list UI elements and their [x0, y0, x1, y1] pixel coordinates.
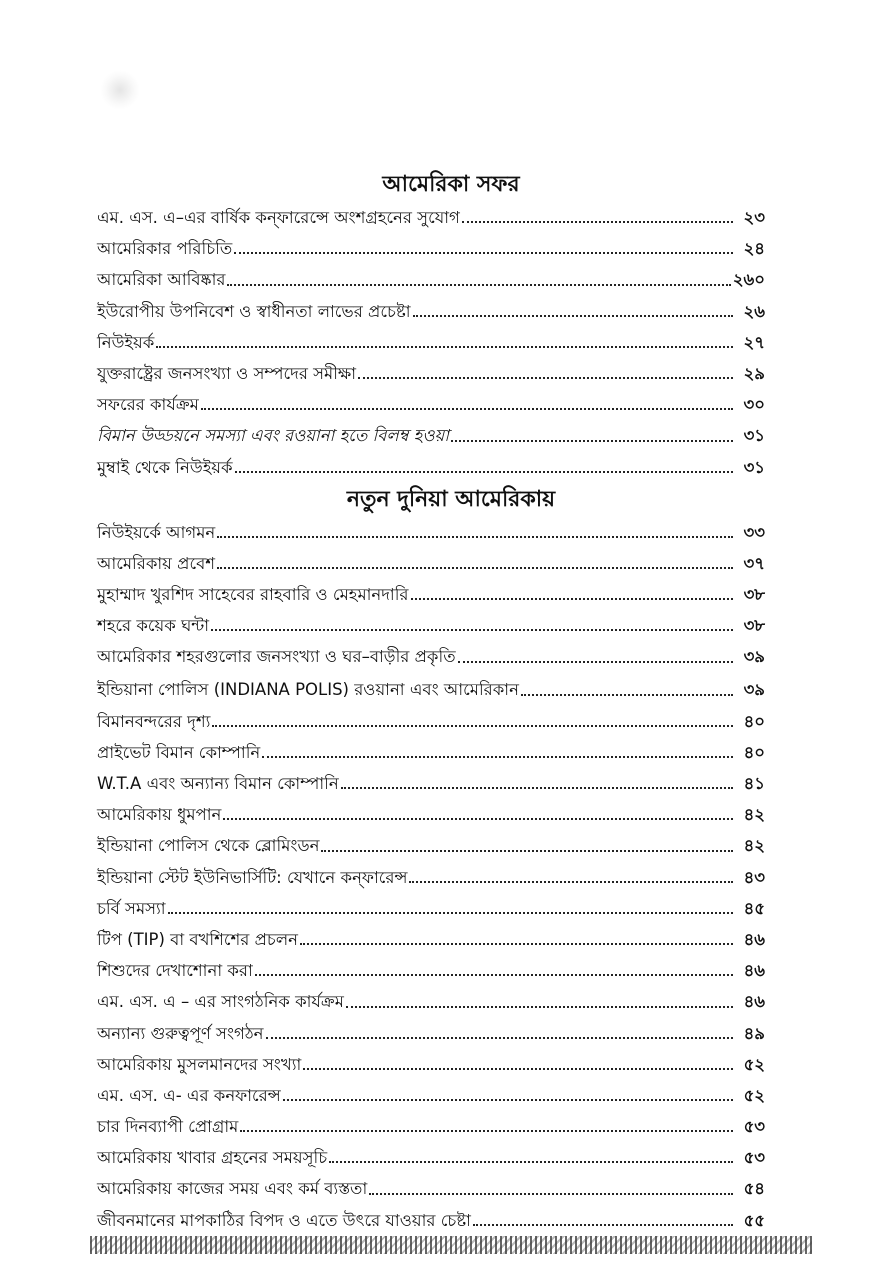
dot-leader [201, 408, 733, 410]
toc-entry [97, 673, 765, 706]
toc-entry-page-number: ৩৩ [743, 522, 765, 542]
decorative-footer-border [90, 1236, 812, 1254]
toc-entry [97, 1205, 765, 1236]
toc-entry-page-number: ৪০ [743, 711, 765, 731]
toc-entry-label: বিমান উড্ডয়নে সমস্যা এবং রওয়ানা হতে বিলম্ব হওয়া [97, 426, 449, 446]
dot-leader [235, 471, 733, 473]
dot-leader [369, 1193, 733, 1195]
dot-leader [217, 536, 733, 538]
dot-leader [329, 1161, 733, 1163]
dot-leader [211, 629, 733, 631]
toc-entry-label: প্রাইভেট বিমান কোম্পানি [97, 742, 261, 762]
toc-entry-label: আমেরিকায় মুসলমানদের সংখ্যা [97, 1054, 302, 1074]
dot-leader [358, 377, 733, 379]
toc-entry-label: মুম্বাই থেকে নিউইয়র্ক [97, 457, 233, 477]
dot-leader [473, 1224, 733, 1226]
toc-entry-page-number: ৫২ [743, 1054, 765, 1074]
toc-entry-page-number: ২৭ [743, 332, 765, 352]
toc-entry [97, 641, 765, 672]
toc-entry-page-number: ৫৩ [743, 1148, 765, 1168]
toc-entry-page-number: ৩৯ [743, 647, 765, 667]
toc-entry [97, 1111, 765, 1142]
dot-leader [262, 756, 733, 758]
toc-entry-label: সফরের কার্যক্রম [97, 395, 199, 415]
dot-leader [411, 598, 734, 600]
toc-entry-label: নিউইয়র্ক [97, 332, 155, 352]
toc-entry [97, 233, 765, 264]
toc-entry-label: এম. এস. এ – এর সাংগঠনিক কার্যক্রম [97, 992, 344, 1012]
toc-entry-label: টিপ (TIP) বা বখশিশের প্রচলন [97, 929, 298, 949]
toc-entry-label: আমেরিকার শহরগুলোর জনসংখ্যা ও ঘর–বাড়ীর প্রকৃতি [97, 647, 456, 667]
toc-entry-page-number: ২৯ [743, 363, 765, 383]
toc-entry-page-number: ৪৩ [743, 867, 765, 887]
toc-entry [97, 830, 765, 861]
dot-leader [300, 943, 733, 945]
toc-entry-label: চার দিনব্যাপী প্রোগ্রাম [97, 1117, 239, 1137]
toc-entry-page-number: ৩৯ [743, 679, 765, 699]
toc-entry-page-number: ৩৮ [743, 585, 765, 605]
toc-entry-label: আমেরিকা আবিষ্কার [97, 270, 226, 290]
dot-leader [283, 1099, 733, 1101]
toc-entry [97, 452, 765, 483]
table-of-contents [97, 168, 765, 1236]
dot-leader [168, 912, 733, 914]
toc-entry-page-number: ২৬০ [732, 270, 765, 290]
toc-entry [97, 955, 765, 986]
toc-entry-page-number: ৪১ [743, 774, 765, 793]
toc-entry-label: শিশুদের দেখাশোনা করা [97, 961, 253, 981]
toc-entry-label: আমেরিকায় খাবার গ্রহনের সময়সূচি [97, 1148, 328, 1168]
toc-entry-page-number: ৪৫ [743, 898, 765, 918]
dot-leader [321, 850, 733, 852]
toc-entry [97, 1142, 765, 1173]
dot-leader [521, 694, 733, 696]
toc-entry-page-number: ৪০ [743, 742, 765, 762]
toc-entry-label: আমেরিকার পরিচিতি [97, 239, 233, 259]
toc-entry [97, 296, 765, 327]
toc-entry-page-number: ৪২ [743, 836, 765, 856]
toc-entry [97, 893, 765, 924]
toc-entry-page-number: ৪২ [743, 805, 765, 825]
toc-entry-page-number: ৪৬ [743, 992, 765, 1012]
toc-entry [97, 358, 765, 389]
toc-entry-label: আমেরিকায় ধুমপান [97, 805, 222, 825]
toc-entry-page-number: ৩১ [743, 457, 765, 477]
toc-entry-page-number: ৩০ [743, 395, 765, 415]
toc-entry [97, 264, 765, 295]
dot-leader [341, 787, 733, 789]
toc-entry [97, 737, 765, 768]
toc-entry [97, 610, 765, 641]
dot-leader [223, 818, 733, 820]
toc-entry-label: যুক্তরাষ্ট্রের জনসংখ্যা ও সম্পদের সমীক্ষা [97, 363, 357, 383]
toc-entry-label: ইউরোপীয় উপনিবেশ ও স্বাধীনতা লাভের প্রচেষ্টা [97, 301, 411, 321]
toc-entry-page-number: ৪৬ [743, 961, 765, 981]
toc-entry-page-number: ২৩ [743, 208, 765, 227]
toc-entry-page-number: ৪৬ [743, 929, 765, 949]
toc-entry-label: নিউইয়র্কে আগমন [97, 522, 216, 542]
toc-entry [97, 924, 765, 955]
dot-leader [227, 284, 730, 286]
dot-leader [234, 252, 733, 254]
toc-entry [97, 420, 765, 451]
toc-entry-label: ইন্ডিয়ানা পোলিস থেকে ব্লোমিংডন [97, 836, 320, 856]
toc-entry-page-number: ৫৩ [743, 1117, 765, 1137]
dot-leader [451, 440, 733, 442]
toc-entry-page-number: ৪৯ [743, 1023, 765, 1043]
toc-entry-page-number: ৫৪ [743, 1179, 765, 1199]
toc-entry-label: ইন্ডিয়ানা স্টেট ইউনিভার্সিটি: যেখানে কন্ফারেন্স [97, 867, 408, 887]
toc-entry-page-number: ৫২ [743, 1085, 765, 1105]
toc-entry [97, 986, 765, 1017]
dot-leader [303, 1068, 733, 1070]
section-title: আমেরিকা সফর [382, 172, 520, 197]
dot-leader [156, 346, 733, 348]
toc-entry-label: W.T.A এবং অন্যান্য বিমান কোম্পানি [97, 774, 339, 793]
toc-entry [97, 1049, 765, 1080]
dot-leader [458, 661, 733, 663]
toc-entry-label: আমেরিকায় কাজের সময় এবং কর্ম ব্যস্ততা [97, 1179, 368, 1199]
toc-entry-label: মুহাম্মাদ খুরশিদ সাহেবের রাহবারি ও মেহমানদারি [97, 585, 409, 605]
toc-entry-page-number: ২৪ [743, 239, 765, 259]
toc-entry [97, 862, 765, 893]
toc-entry [97, 202, 765, 233]
toc-entry [97, 389, 765, 420]
toc-entry-page-number: ৩৭ [743, 553, 765, 573]
toc-entry [97, 799, 765, 830]
toc-entry [97, 579, 765, 610]
dot-leader [212, 725, 733, 727]
toc-entry-page-number: ৫৫ [743, 1210, 765, 1230]
toc-entry-label: অন্যান্য গুরুত্বপূর্ণ সংগঠন [97, 1023, 264, 1043]
toc-entry-label: ইন্ডিয়ানা পোলিস (INDIANA POLIS) রওয়ানা এবং আমেরিকান [97, 679, 519, 699]
toc-entry-label: এম. এস. এ–এর বার্ষিক কন্ফারেন্সে অংশগ্রহনের সুযোগ [97, 208, 460, 227]
toc-entry-page-number: ৩৮ [743, 616, 765, 636]
toc-entry-label: জীবনমানের মাপকাঠির বিপদ ও এতে উৎরে যাওয়ার চেষ্টা [97, 1210, 471, 1230]
section-title: নতুন দুনিয়া আমেরিকায় [346, 486, 556, 512]
dot-leader [409, 881, 733, 883]
dot-leader [346, 1006, 733, 1008]
toc-entry [97, 1080, 765, 1111]
toc-entry [97, 548, 765, 579]
dot-leader [240, 1130, 733, 1132]
toc-entry [97, 1018, 765, 1049]
toc-entry [97, 706, 765, 737]
dot-leader [255, 974, 733, 976]
footer-border-pattern [90, 1236, 812, 1254]
toc-entry [97, 1173, 765, 1204]
toc-entry-page-number: ২৬ [743, 301, 765, 321]
toc-entry-page-number: ৩১ [743, 426, 765, 446]
toc-entry [97, 517, 765, 548]
dot-leader [413, 315, 733, 317]
toc-entry [97, 768, 765, 799]
toc-entry-label: আমেরিকায় প্রবেশ [97, 553, 216, 573]
toc-entry-label: চর্বি সমস্যা [97, 898, 166, 918]
toc-entry-label: বিমানবন্দরের দৃশ্য [97, 711, 211, 731]
toc-entry-label: শহরে কয়েক ঘন্টা [97, 616, 210, 636]
toc-entry-label: এম. এস. এ- এর কনফারেন্স [97, 1085, 281, 1105]
dot-leader [266, 1037, 733, 1039]
dot-leader [217, 567, 733, 569]
dot-leader [462, 221, 733, 223]
page-smudge [100, 70, 140, 110]
toc-entry [97, 327, 765, 358]
